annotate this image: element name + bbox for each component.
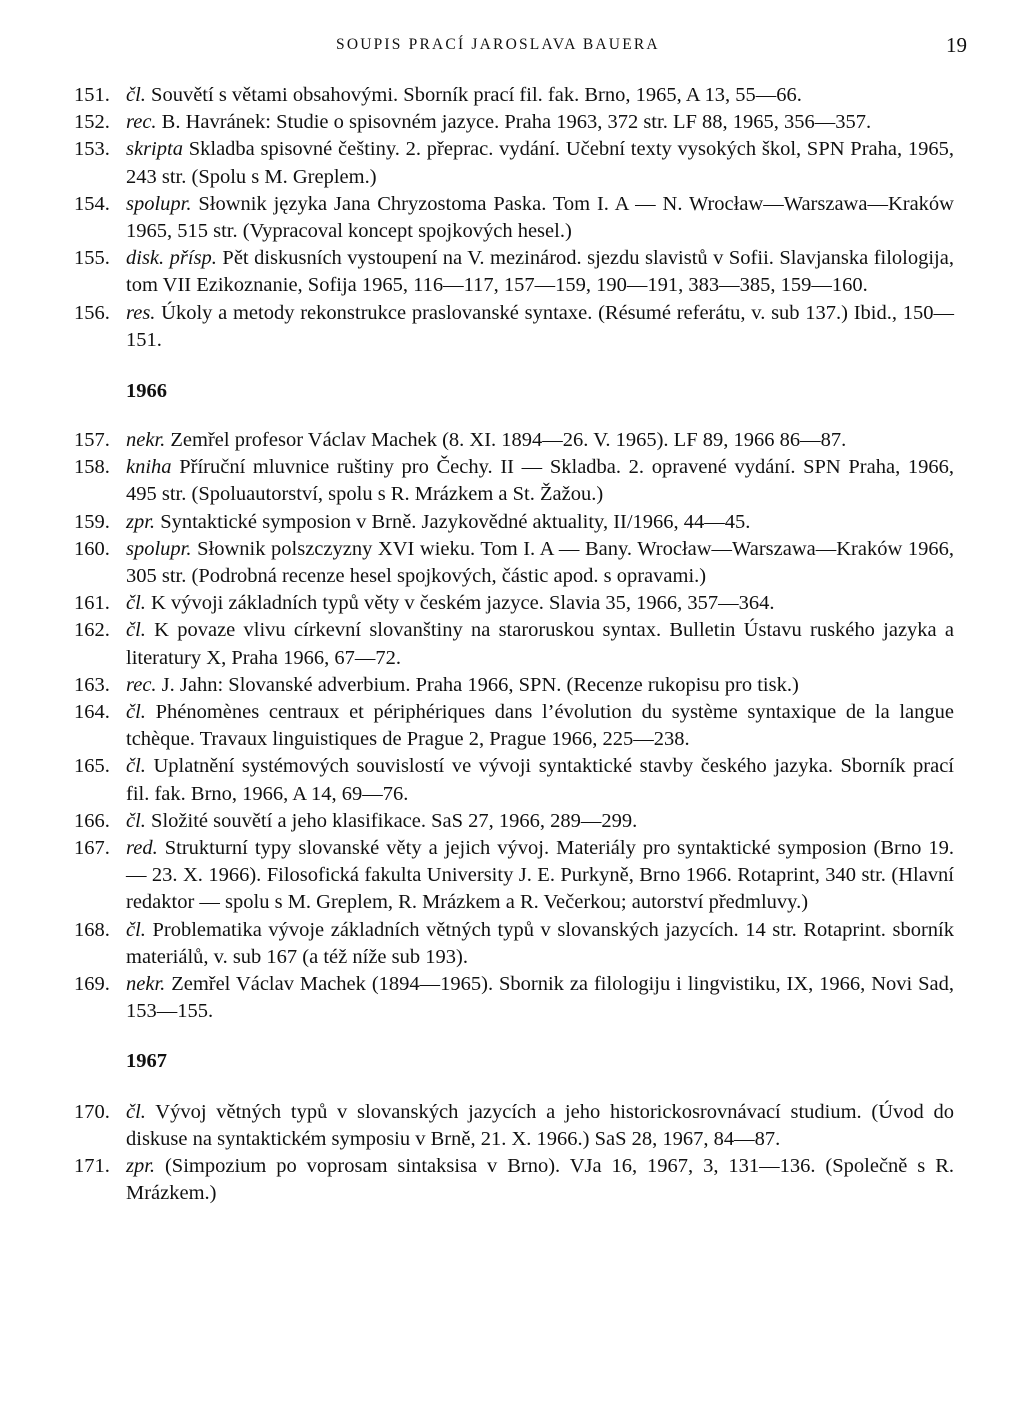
bibliography-entry [74, 536, 954, 590]
entry-type: res. [126, 301, 156, 324]
bibliography-entry [74, 753, 954, 807]
entry-number: 154. [74, 192, 110, 215]
entry-text: J. Jahn: Slovanské adverbium. Praha 1966, SPN. (Recenze rukopisu pro tisk.) [156, 673, 799, 696]
entry-type: čl. [126, 1100, 146, 1123]
entry-number: 161. [74, 592, 110, 615]
entry-number: 170. [74, 1100, 110, 1123]
entry-text: Úkoly a metody rekonstrukce praslovanské syntaxe. (Résumé referátu, v. sub 137.) Ibid., 150—151. [126, 301, 954, 351]
entry-number: 159. [74, 510, 110, 533]
entry-number: 158. [74, 456, 110, 479]
bibliography-entry [74, 109, 954, 136]
bibliography-entry [74, 300, 954, 354]
entry-number: 171. [74, 1154, 110, 1177]
bibliography-entry [74, 191, 954, 245]
entry-text: Strukturní typy slovanské věty a jejich vývoj. Materiály pro syntaktické symposion (Brno 19. — 23. X. 1966). Filosofická fakulta University J. E. Purkyně, Brno 1966. Rotaprint, 340 str. (Hlavní redaktor — spolu s M. Greplem, R. Mrázkem a R. Večerkou; autorství předmluvy.) [126, 837, 954, 914]
entries-1967 [74, 1099, 954, 1208]
entry-text: Pět diskusních vystoupení na V. mezinárod. sjezdu slavistů v Sofii. Slavjanska filologija, tom VII Ezikoznanie, Sofija 1965, 116—117, 157—159, 190—191, 383—385, 159—160. [126, 247, 954, 297]
entry-type: spolupr. [126, 537, 192, 560]
bibliography-entry [74, 590, 954, 617]
entry-type: čl. [126, 809, 146, 832]
entry-text: Słownik polszczyzny XVI wieku. Tom I. A — Bany. Wrocław—Warszawa—Kraków 1966, 305 str. (Podrobná recenze hesel spojkových, částic apod. s opravami.) [126, 537, 954, 588]
entry-number: 151. [74, 84, 110, 106]
bibliography-entry [74, 617, 954, 671]
entry-type: disk. přísp. [126, 247, 217, 270]
bibliography-entry [74, 245, 954, 299]
entry-text: Souvětí s větami obsahovými. Sborník prací fil. fak. Brno, 1965, A 13, 55—66. [145, 84, 802, 106]
bibliography-entry [74, 971, 954, 1025]
entry-text: Syntaktické symposion v Brně. Jazykovědné aktuality, II/1966, 44—45. [155, 510, 751, 533]
bibliography-entry [74, 454, 954, 508]
entry-type: čl. [126, 701, 146, 724]
page-number: 19 [946, 33, 967, 57]
entry-text: Uplatnění systémových souvislostí ve vývoji syntaktické stavby českého jazyka. Sborník prací fil. fak. Brno, 1966, A 14, 69—76. [126, 755, 954, 805]
entry-text: (Simpozium po voprosam sintaksisa v Brno). VJa 16, 1967, 3, 131—136. (Společně s R. Mrázkem.) [126, 1154, 954, 1205]
entry-number: 167. [74, 837, 110, 860]
bibliography-list [74, 82, 954, 1207]
entry-text: Zemřel profesor Václav Machek (8. XI. 1894—26. V. 1965). LF 89, 1966 86—87. [165, 429, 847, 452]
bibliography-entry [74, 808, 954, 835]
entry-type: kniha [126, 456, 172, 479]
bibliography-entry [74, 509, 954, 536]
entries-1965 [74, 82, 954, 354]
bibliography-entry [74, 699, 954, 753]
entry-number: 155. [74, 247, 110, 270]
page-header [0, 33, 1024, 60]
entry-type: čl. [126, 918, 146, 941]
entry-number: 168. [74, 918, 110, 941]
entry-type: rec. [126, 673, 157, 696]
entry-text: Zemřel Václav Machek (1894—1965). Sbornik za filologiju i lingvistiku, IX, 1966, Novi Sad, 153—155. [126, 973, 954, 1023]
entry-text: Słownik języka Jana Chryzostoma Paska. Tom I. A — N. Wrocław—Warszawa—Kraków 1965, 515 str. (Vypracoval koncept spojkových hesel.) [126, 192, 954, 243]
entry-number: 160. [74, 537, 110, 560]
entry-type: rec. [126, 111, 157, 134]
running-title: SOUPIS PRACÍ JAROSLAVA BAUERA [336, 36, 660, 53]
bibliography-entry [74, 835, 954, 917]
bibliography-entry [74, 672, 954, 699]
entry-text: K vývoji základních typů věty v českém jazyce. Slavia 35, 1966, 357—364. [145, 592, 775, 615]
entry-text: Složité souvětí a jeho klasifikace. SaS 27, 1966, 289—299. [145, 809, 638, 832]
entry-type: nekr. [126, 973, 166, 996]
entry-text: K povaze vlivu církevní slovanštiny na staroruskou syntax. Bulletin Ústavu ruského jazyka a literatury X, Praha 1966, 67—72. [126, 619, 954, 669]
entry-number: 162. [74, 619, 110, 642]
entry-text: Problematika vývoje základních větných typů v slovanských jazycích. 14 str. Rotaprint. sborník materiálů, v. sub 167 (a též níže sub 193). [126, 918, 954, 968]
entry-type: skripta [126, 138, 183, 161]
entry-number: 163. [74, 673, 110, 696]
entry-type: čl. [126, 755, 146, 778]
entry-number: 165. [74, 755, 110, 778]
entry-text: Vývoj větných typů v slovanských jazycích a jeho historickosrovnávací studium. (Úvod do diskuse na syntaktickém symposiu v Brně, 21. X. 1966.) SaS 28, 1967, 84—87. [126, 1100, 954, 1150]
entry-type: zpr. [126, 510, 156, 533]
entry-text: Příruční mluvnice ruštiny pro Čechy. II — Skladba. 2. opravené vydání. SPN Praha, 1966, 495 str. (Spoluautorství, spolu s R. Mrázkem a St. Žažou.) [126, 456, 954, 506]
bibliography-entry [74, 1153, 954, 1207]
year-heading-1967: 1967 [126, 1049, 167, 1072]
bibliography-entry [74, 427, 954, 454]
entry-type: čl. [126, 592, 146, 615]
entry-text: Phénomènes centraux et périphériques dans l’évolution du système syntaxique de la langue tchèque. Travaux linguistiques de Prague 2, Prague 1966, 225—238. [126, 701, 954, 751]
bibliography-entry [74, 82, 954, 109]
entries-1966 [74, 427, 954, 1025]
entry-number: 164. [74, 701, 110, 724]
entry-text: B. Havránek: Studie o spisovném jazyce. Praha 1963, 372 str. LF 88, 1965, 356—357. [156, 111, 872, 134]
entry-type: red. [126, 837, 158, 860]
bibliography-entry [74, 136, 954, 190]
year-heading-1966: 1966 [126, 380, 167, 403]
entry-number: 152. [74, 111, 110, 134]
entry-type: čl. [126, 619, 146, 642]
bibliography-entry [74, 917, 954, 971]
entry-type: nekr. [126, 429, 166, 452]
entry-type: čl. [126, 84, 146, 106]
entry-number: 169. [74, 973, 110, 996]
entry-number: 156. [74, 301, 110, 324]
entry-type: zpr. [126, 1154, 156, 1177]
entry-number: 157. [74, 429, 110, 452]
entry-type: spolupr. [126, 192, 192, 215]
entry-text: Skladba spisovné češtiny. 2. přeprac. vydání. Učební texty vysokých škol, SPN Praha, 1965, 243 str. (Spolu s M. Greplem.) [126, 138, 954, 188]
bibliography-entry [74, 1099, 954, 1153]
entry-number: 153. [74, 138, 110, 161]
entry-number: 166. [74, 809, 110, 832]
